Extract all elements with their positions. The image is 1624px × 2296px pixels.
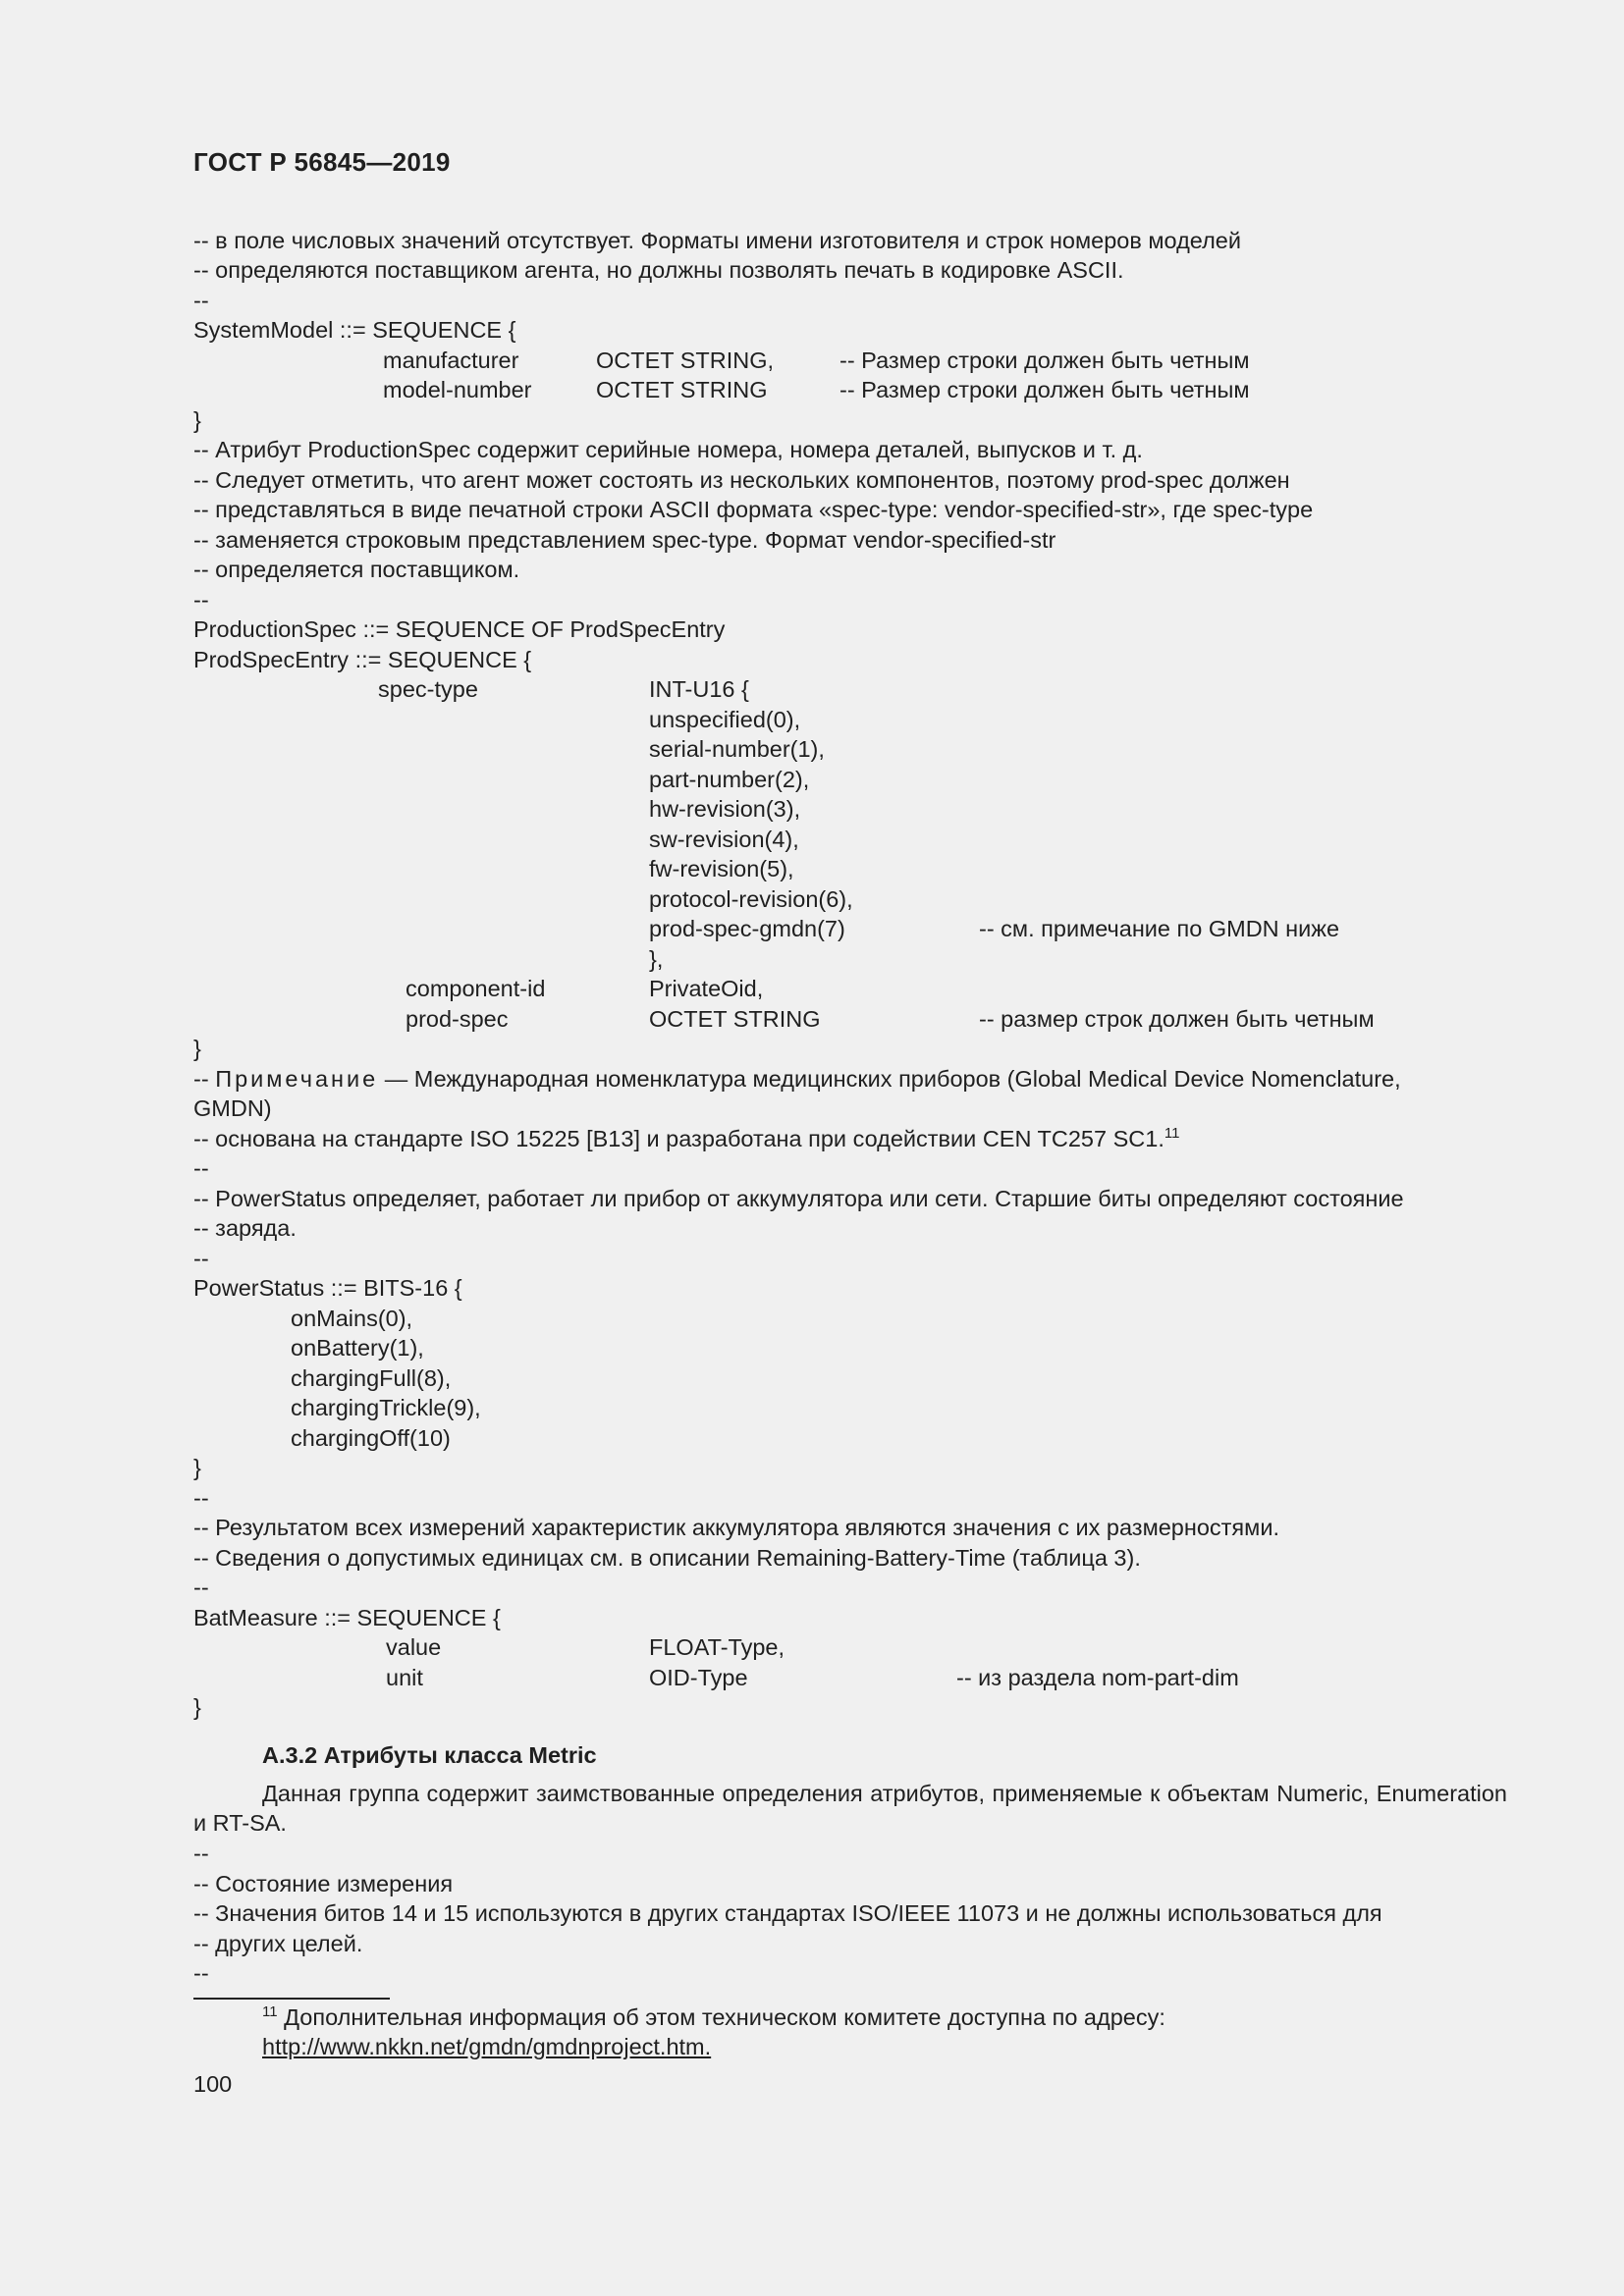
enum-value: onBattery(1), xyxy=(291,1335,424,1361)
code-field-type: OID-Type xyxy=(649,1665,748,1690)
code-line: -- Сведения о допустимых единицах см. в описании Remaining-Battery-Time (таблица 3). xyxy=(193,1545,1141,1571)
footnote-mark: 11 xyxy=(262,2003,278,2020)
code-line: ProductionSpec ::= SEQUENCE OF ProdSpecEntry xyxy=(193,616,726,642)
code-line: -- определяются поставщиком агента, но должны позволять печать в кодировке ASCII. xyxy=(193,257,1124,283)
code-field-name: value xyxy=(386,1634,442,1660)
enum-value: protocol-revision(6), xyxy=(649,886,853,912)
enum-value: unspecified(0), xyxy=(649,707,801,732)
code-field-type: PrivateOid, xyxy=(649,976,764,1001)
code-line: -- Атрибут ProductionSpec содержит серийные номера, номера деталей, выпусков и т. д. xyxy=(193,437,1143,462)
code-field-type: OCTET STRING xyxy=(649,1006,821,1032)
code-line: } xyxy=(193,1694,201,1720)
enum-value: chargingTrickle(9), xyxy=(291,1395,481,1420)
code-line: ProdSpecEntry ::= SEQUENCE { xyxy=(193,647,532,672)
code-line: -- xyxy=(193,1155,209,1181)
code-line: -- определяется поставщиком. xyxy=(193,557,520,582)
code-field-type: OCTET STRING xyxy=(596,377,768,402)
code-field-type: INT-U16 { xyxy=(649,676,749,702)
code-line: -- Значения битов 14 и 15 используются в других стандартах ISO/IEEE 11073 и не должны использоваться для xyxy=(193,1900,1382,1926)
footnote-ref: 11 xyxy=(1164,1125,1180,1142)
enum-value: hw-revision(3), xyxy=(649,796,801,822)
body-paragraph: Данная группа содержит заимствованные определения атрибутов, применяемые к объектам Numeric, Enumeration и RT-SA. xyxy=(193,1781,1507,1836)
note-line: -- Примечание — Международная номенклатура медицинских приборов (Global Medical Device Nomenclature, xyxy=(193,1066,1401,1092)
code-line: PowerStatus ::= BITS-16 { xyxy=(193,1275,462,1301)
code-line: -- PowerStatus определяет, работает ли прибор от аккумулятора или сети. Старшие биты определяют состояние xyxy=(193,1186,1404,1211)
code-line: -- xyxy=(193,587,209,613)
code-line: -- xyxy=(193,1485,209,1511)
enum-value: onMains(0), xyxy=(291,1306,413,1331)
enum-value: chargingOff(10) xyxy=(291,1425,451,1451)
code-line: -- в поле числовых значений отсутствует. Форматы имени изготовителя и строк номеров моделей xyxy=(193,228,1242,253)
code-field-name: prod-spec xyxy=(406,1006,509,1032)
code-line: } xyxy=(193,407,201,433)
code-line: -- xyxy=(193,1575,209,1600)
code-line: BatMeasure ::= SEQUENCE { xyxy=(193,1605,501,1630)
code-line: -- основана на стандарте ISO 15225 [B13] и разработана при содействии CEN TC257 SC1.11 xyxy=(193,1125,1180,1151)
code-line: SystemModel ::= SEQUENCE { xyxy=(193,317,516,343)
code-line: } xyxy=(193,1455,201,1480)
code-field-name: model-number xyxy=(383,377,532,402)
code-line: -- заряда. xyxy=(193,1215,297,1241)
code-line: -- xyxy=(193,1960,209,1986)
section-heading: А.3.2 Атрибуты класса Metric xyxy=(262,1742,597,1768)
code-comment: -- Размер строки должен быть четным xyxy=(839,347,1250,373)
code-line: -- Состояние измерения xyxy=(193,1871,454,1896)
code-line: -- xyxy=(193,1246,209,1271)
note-label: Примечание xyxy=(215,1066,379,1092)
enum-value: prod-spec-gmdn(7) xyxy=(649,916,845,941)
footnote-link[interactable]: http://www.nkkn.net/gmdn/gmdnproject.htm. xyxy=(262,2034,712,2059)
code-line: GMDN) xyxy=(193,1095,272,1121)
code-field-name: component-id xyxy=(406,976,546,1001)
enum-value: part-number(2), xyxy=(649,767,810,792)
code-line: -- заменяется строковым представлением spec-type. Формат vendor-specified-str xyxy=(193,527,1056,553)
code-field-type: FLOAT-Type, xyxy=(649,1634,785,1660)
code-comment: -- размер строк должен быть четным xyxy=(979,1006,1375,1032)
code-line: } xyxy=(193,1036,201,1061)
enum-value: sw-revision(4), xyxy=(649,827,799,852)
code-comment: -- из раздела nom-part-dim xyxy=(956,1665,1239,1690)
footnote-divider xyxy=(193,1998,390,2000)
code-field-name: spec-type xyxy=(378,676,478,702)
code-line: }, xyxy=(649,946,664,972)
code-line: -- xyxy=(193,1841,209,1866)
code-line: -- Результатом всех измерений характеристик аккумулятора являются значения с их размерностями. xyxy=(193,1515,1279,1540)
code-line: -- представляться в виде печатной строки ASCII формата «spec-type: vendor-specified-str», где spec-type xyxy=(193,497,1314,522)
code-line: -- Следует отметить, что агент может состоять из нескольких компонентов, поэтому prod-spec должен xyxy=(193,467,1290,493)
enum-value: fw-revision(5), xyxy=(649,856,794,881)
enum-value: chargingFull(8), xyxy=(291,1365,452,1391)
page-number: 100 xyxy=(193,2071,233,2097)
document-header: ГОСТ Р 56845—2019 xyxy=(193,147,451,177)
footnote: $^{11}$ Дополнительная информация об этом техническом комитете доступна по адресу: xyxy=(262,2003,1165,2030)
enum-value: serial-number(1), xyxy=(649,736,825,762)
code-line: -- других целей. xyxy=(193,1931,363,1956)
code-field-name: unit xyxy=(386,1665,423,1690)
code-comment: -- см. примечание по GMDN ниже xyxy=(979,916,1340,941)
code-field-name: manufacturer xyxy=(383,347,519,373)
code-line: -- xyxy=(193,288,209,313)
code-comment: -- Размер строки должен быть четным xyxy=(839,377,1250,402)
code-field-type: OCTET STRING, xyxy=(596,347,775,373)
